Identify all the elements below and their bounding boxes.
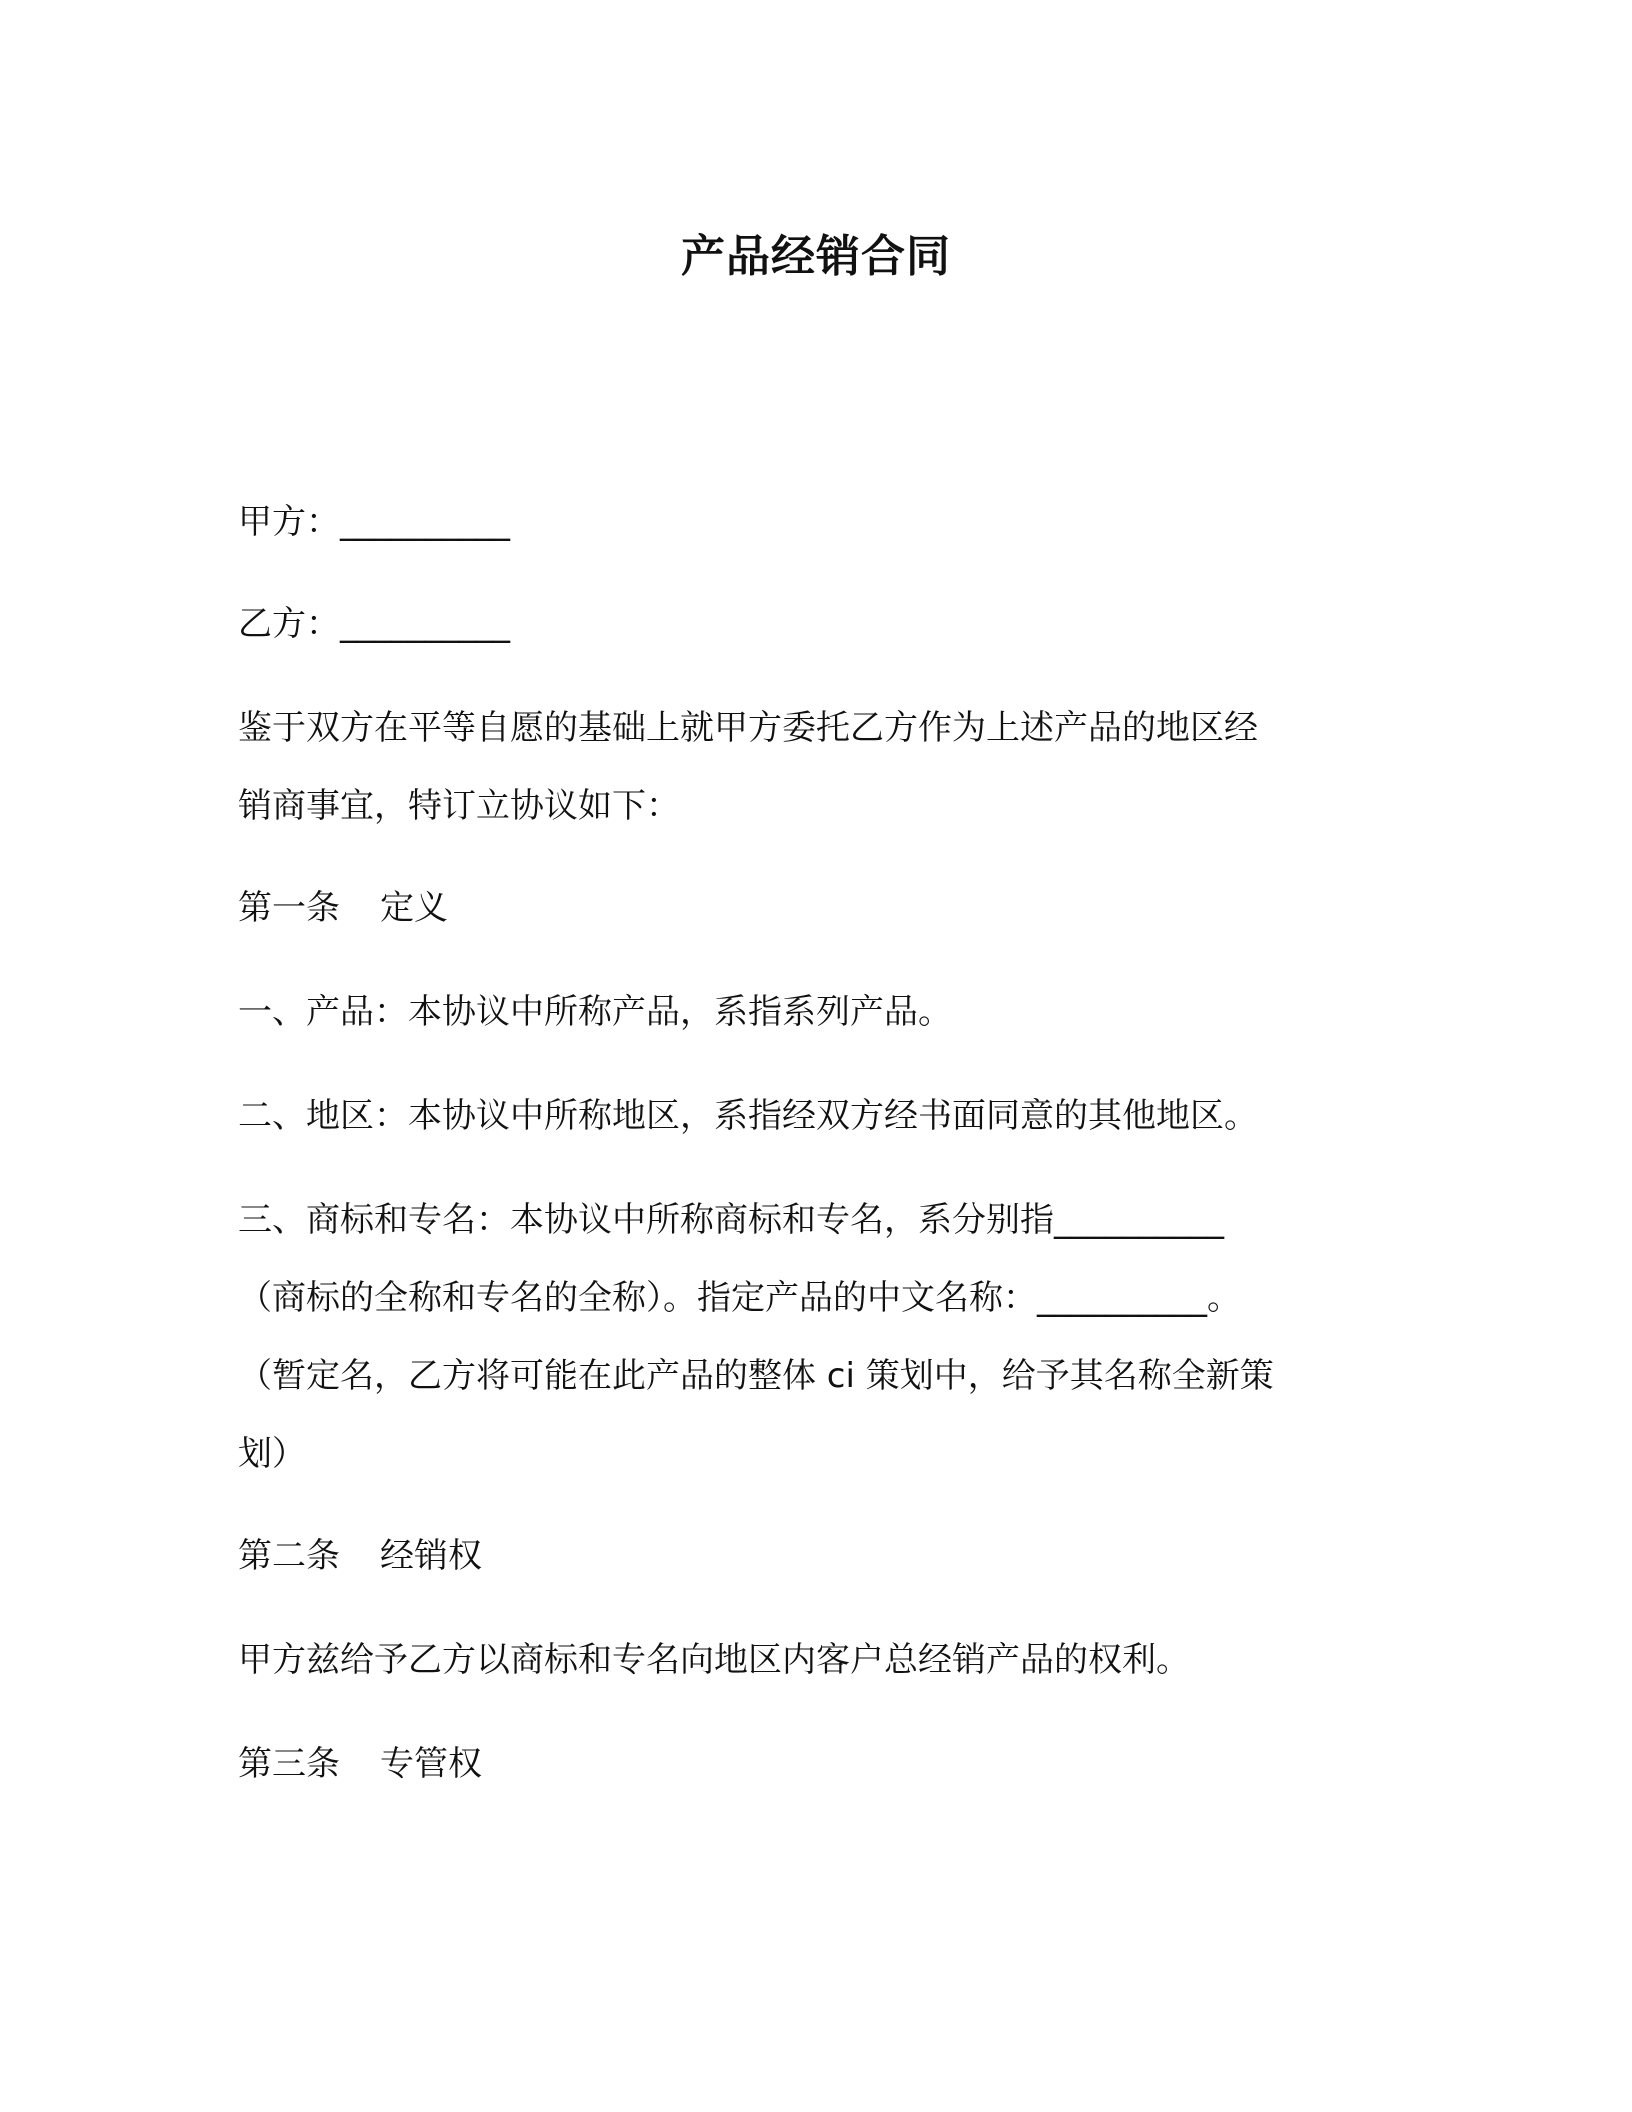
party-b-label: 乙方： (238, 604, 340, 644)
preamble-line-1: 鉴于双方在平等自愿的基础上就甲方委托乙方作为上述产品的地区经 (238, 708, 1258, 748)
definition-line-end: 。 (1207, 1278, 1241, 1318)
party-a-line (238, 502, 1398, 542)
definition-chinese-name-text: （商标的全称和专名的全称）。指定产品的中文名称： (238, 1278, 1037, 1318)
article-1-title: 定义 (380, 888, 448, 928)
definition-trademark-line-4: 划） (238, 1434, 306, 1474)
definition-product: 一、产品：本协议中所称产品，系指系列产品。 (238, 992, 952, 1032)
party-a-blank: __________ (340, 502, 510, 542)
document-title: 产品经销合同 (681, 231, 951, 282)
article-3-heading (238, 1744, 1398, 1784)
article-1-heading (238, 888, 1398, 928)
preamble-line-2: 销商事宜，特订立协议如下： (238, 786, 680, 826)
article-1-number: 第一条 (238, 888, 340, 928)
party-b-line (238, 604, 1398, 644)
article-2-heading (238, 1536, 1398, 1576)
definition-trademark-line-3: （暂定名，乙方将可能在此产品的整体 ci 策划中，给予其名称全新策 (238, 1356, 1274, 1396)
definition-trademark-text: 三、商标和专名：本协议中所称商标和专名，系分别指 (238, 1200, 1054, 1240)
article-2-body: 甲方兹给予乙方以商标和专名向地区内客户总经销产品的权利。 (238, 1640, 1190, 1680)
party-b-blank: __________ (340, 604, 510, 644)
definition-trademark-line-1 (238, 1200, 1398, 1240)
definition-region: 二、地区：本协议中所称地区，系指经双方经书面同意的其他地区。 (238, 1096, 1258, 1136)
chinese-name-blank: __________ (1037, 1278, 1207, 1318)
article-2-title: 经销权 (380, 1536, 482, 1576)
article-2-number: 第二条 (238, 1536, 340, 1576)
definition-trademark-line-2 (238, 1278, 1398, 1318)
article-3-number: 第三条 (238, 1744, 340, 1784)
article-3-title: 专管权 (380, 1744, 482, 1784)
trademark-blank: __________ (1054, 1200, 1224, 1240)
party-a-label: 甲方： (238, 502, 340, 542)
